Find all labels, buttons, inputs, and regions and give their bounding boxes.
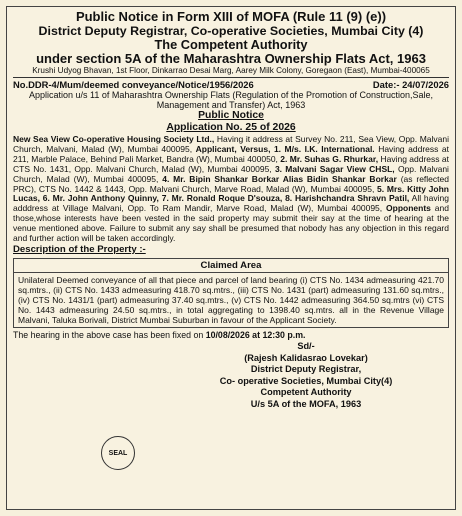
respondent-3-address: Opp. Malvani Church, Malad (W), Mumbai 400095, xyxy=(13,163,449,184)
notice-title: Public Notice xyxy=(198,110,264,121)
claimed-area-text: Unilateral Deemed conveyance of all that piece and parcel of land bearing (i) CTS No. 1434 admeasuring 421.70 sq.mtrs., (ii) CTS No. 1433 admeasuring 418.70 sq.mtrs., (iii) CTS No. 1431 (part) admeasuring 131.60 sq.mtrs., (iv) CTS No. 1431/1 (part) admeasuring 37.40 sq.mtrs., (v) CTS No. 1442 admeasuring 364.50 sq.mtrs (vi) CTS No. 1443 admeasuring 24.50 sq.mtrs., in total aggregating to 1398.40 sq.mtrs. all in the Revenue Village Malvani, Taluka Borivali, District Mumbai Suburban in favour of the Applicant Society. xyxy=(18,274,444,325)
reference-row xyxy=(13,79,449,90)
application-number: Application No. 25 of 2026 xyxy=(166,121,296,133)
hearing-line xyxy=(13,329,449,341)
respondent-1-address: Having address at 211, Marble Palace, Behind Pali Market, Bandra (W), Mumbai 400050, xyxy=(13,143,449,164)
respondent-2-address: Having address at CTS No. 1431, Opp. Malvani Church, Malad (W), Mumbai 400095, xyxy=(13,153,449,174)
competent-authority: The Competent Authority xyxy=(154,37,308,52)
respondent-3: 3. Malvani Sagar View CHSL, xyxy=(274,163,395,174)
respondent-2: 2. Mr. Suhas G. Rhurkar, xyxy=(280,153,379,164)
notice-body xyxy=(13,135,449,244)
hearing-prefix: The hearing in the above case has been fixed on xyxy=(13,329,204,340)
authority-name: District Deputy Registrar, Co-operative Societies, Mumbai City (4) xyxy=(38,24,424,38)
claimed-area-title: Claimed Area xyxy=(14,259,448,273)
respondents-5-8: 5. Mrs. Kitty John Lucas, 6. Mr. John Anthony Quinny, 7. Mr. Ronald Roque D'souza, 8. Harishchandra Shravn Patil, xyxy=(13,183,449,204)
signatory-section: U/s 5A of the MOFA, 1963 xyxy=(250,398,362,409)
objection-text: and those,whose interests have been vested in the said property may submit their say at the time of hearing at the venue mentioned above. Failure to submit any say shall be presumed that nobody has any objection in this regard and further action will be taken accordingly. xyxy=(13,203,449,244)
signatory-authority: Competent Authority xyxy=(260,387,352,398)
signatory-name: (Rajesh Kalidasrao Lovekar) xyxy=(244,352,368,363)
public-notice xyxy=(6,6,456,510)
claimed-area-box xyxy=(13,258,449,328)
respondent-4-address: (as reflected PRC), CTS No. 1442 & 1443, Opp. Malvani Church, Marve Road, Malad (W), Mumbai 400095, xyxy=(13,173,449,194)
applicant-society: New Sea View Co-operative Housing Society Ltd., xyxy=(13,134,215,144)
notice-date: Date:- 24/07/2026 xyxy=(372,79,449,90)
notice-heading: Public Notice in Form XIII of MOFA (Rule 11 (9) (e)) xyxy=(75,9,387,24)
applicant-address: Having it address at Survey No. 211, Sea View, Opp. Malvani Church, Malvani, Malad (W), Mumbai 400095, xyxy=(13,134,449,154)
signature-block xyxy=(163,341,449,411)
reference-number: No.DDR-4/Mum/deemed conveyance/Notice/1956/2026 xyxy=(13,79,254,90)
opponents-label: Opponents xyxy=(386,203,431,214)
office-address: Krushi Udyog Bhavan, 1st Floor, Dinkarrao Desai Marg, Aarey Milk Colony, Goregaon (East), Mumbai-400065 xyxy=(13,66,449,78)
respondents-address: All having adddress at Village Malvani, Opp. To Ram Mandir, Marve Road, Malad (W), Mumbai 400095, xyxy=(13,193,449,214)
seal-label: SEAL xyxy=(108,449,128,457)
seal-stamp xyxy=(101,436,135,470)
signature-sd: Sd/- xyxy=(297,340,315,351)
respondent-4: 4. Mr. Bipin Shankar Borkar Alias Bidin Shankar Borkar xyxy=(162,173,397,184)
hearing-datetime: 10/08/2026 at 12:30 p.m. xyxy=(205,329,306,340)
property-description-heading: Description of the Property :- xyxy=(13,243,146,255)
signatory-office: Co- operative Societies, Mumbai City(4) xyxy=(219,375,393,386)
application-act-line: Application u/s 11 of Maharashtra Ownership Flats (Regulation of the Promotion of Construction,Sale, Management and Transfer) Act, 1963 xyxy=(28,90,434,110)
respondent-1: Applicant, Versus, 1. M/s. I.K. International. xyxy=(195,143,375,154)
signatory-title: District Deputy Registrar, xyxy=(250,364,362,375)
act-line: under section 5A of the Maharashtra Ownership Flats Act, 1963 xyxy=(36,51,426,66)
